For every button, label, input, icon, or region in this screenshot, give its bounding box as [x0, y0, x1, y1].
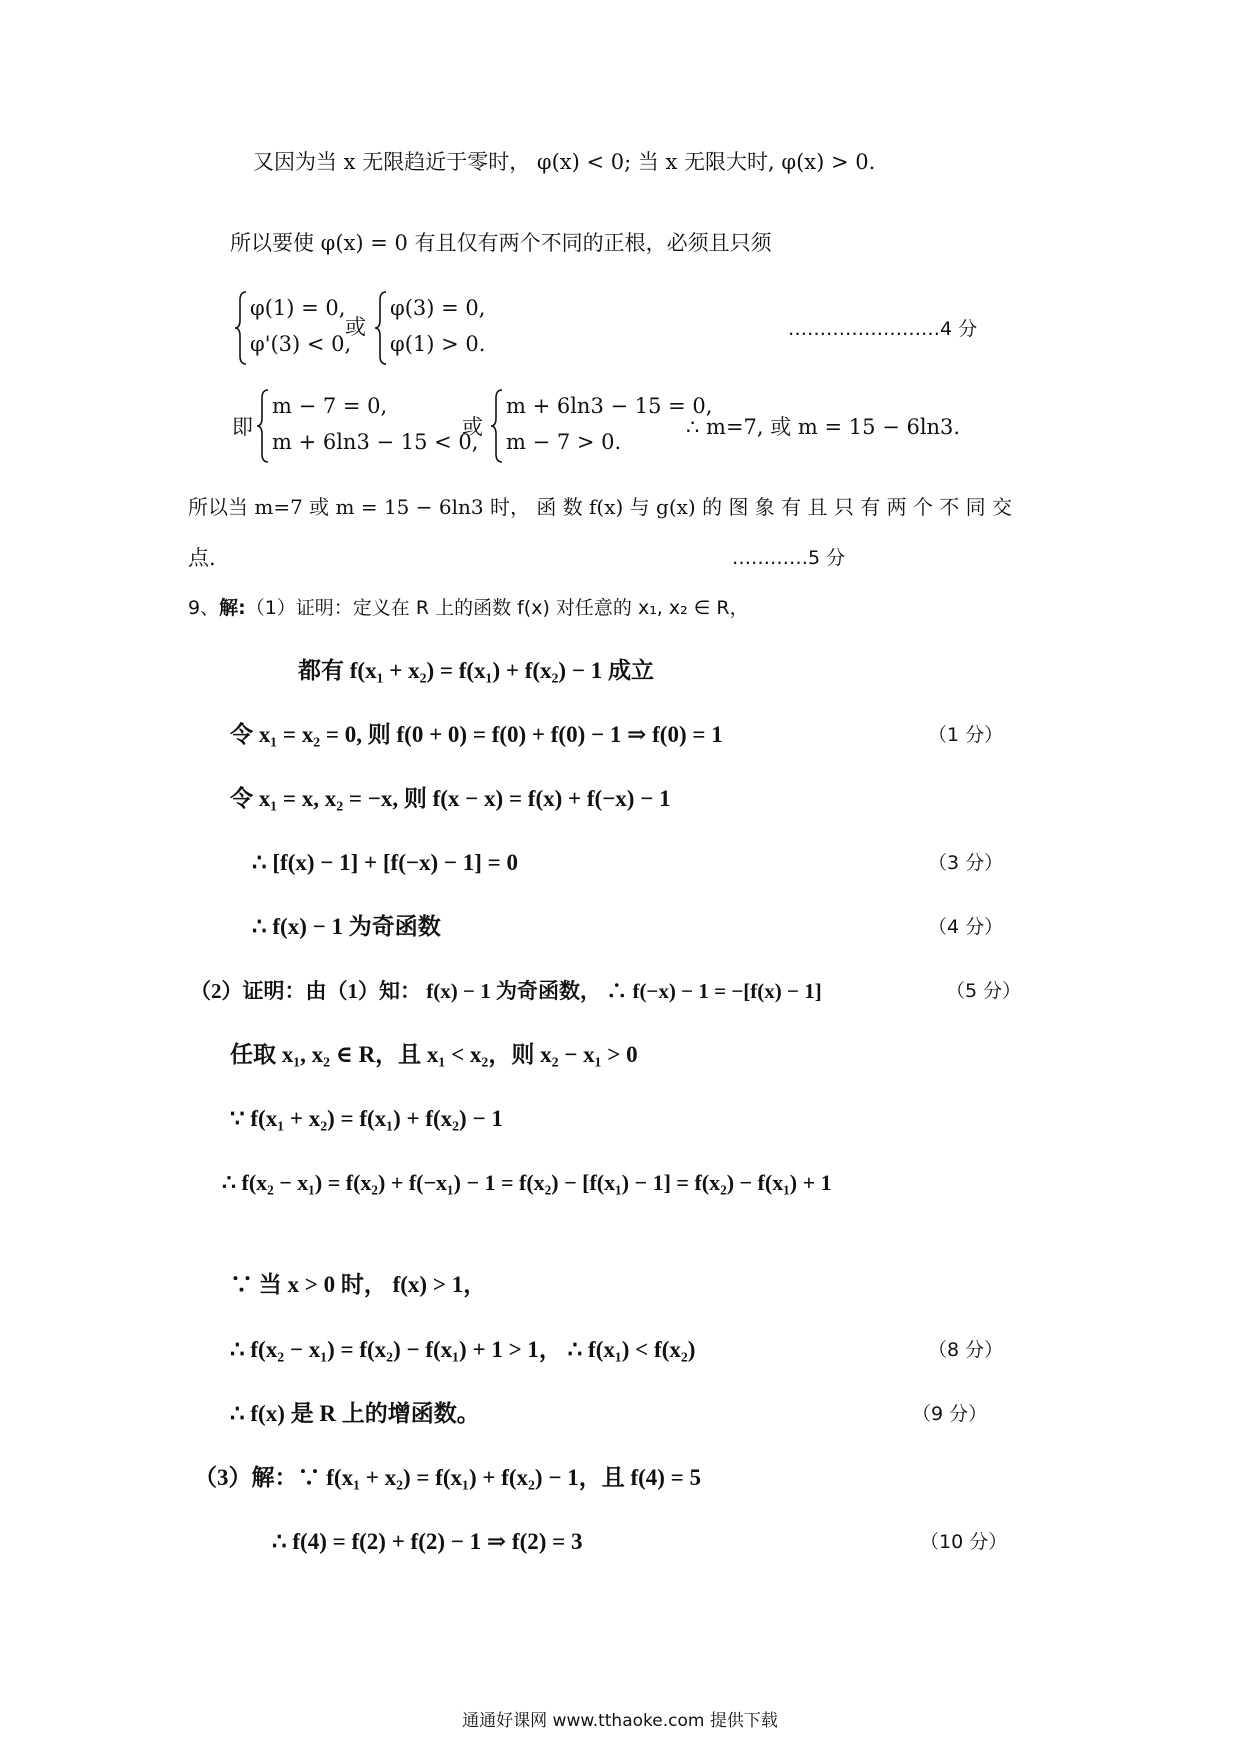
- score-9: （9 分）: [912, 1403, 988, 1425]
- text-line-21: ∴ f(4) = f(2) + f(2) − 1 ⇒ f(2) = 3: [272, 1529, 583, 1554]
- text-line-19: ∴ f(x) 是 R 上的增函数。: [230, 1401, 480, 1426]
- text-line-16: ∴ f(x₂ − x₁) = f(x₂) + f(−x₁) − 1 = f(x₂) − [f(x₁) − 1] = f(x₂) − f(x₁) + 1: [222, 1170, 832, 1195]
- score-1: （1 分）: [928, 724, 1004, 746]
- left-brace-icon: [374, 290, 388, 366]
- text-line-9: 令 x₁ = x₂ = 0, 则 f(0 + 0) = f(0) + f(0) − 1 ⇒ f(0) = 1: [230, 722, 723, 747]
- text-line-2: 所以要使 φ(x) = 0 有且仅有两个不同的正根，必须且只须: [230, 231, 772, 255]
- text-line-1: 又因为当 x 无限趋近于零时， φ(x) < 0; 当 x 无限大时, φ(x) > 0.: [253, 150, 876, 174]
- score-5b: （5 分）: [946, 980, 1022, 1002]
- text-line-15: ∵ f(x₁ + x₂) = f(x₁) + f(x₂) − 1: [230, 1106, 503, 1131]
- text-line-8: 都有 f(x₁ + x₂) = f(x₁) + f(x₂) − 1 成立: [298, 658, 654, 683]
- text-line-20: （3）解：∵ f(x₁ + x₂) = f(x₁) + f(x₂) − 1，且 f(4) = 5: [194, 1465, 702, 1490]
- equation-system-2b: [490, 386, 713, 466]
- score-10: （10 分）: [920, 1531, 1008, 1553]
- score-4: ……………………4 分: [788, 318, 978, 340]
- or-label-2: 或: [462, 415, 483, 439]
- text-line-11: ∴ [f(x) − 1] + [f(−x) − 1] = 0: [252, 850, 519, 875]
- system-2-row-2: m + 6ln3 − 15 < 0,: [272, 430, 479, 454]
- score-4b: （4 分）: [928, 916, 1004, 938]
- equation-system-1b: [374, 288, 554, 368]
- system-2-row-1: m − 7 = 0,: [272, 394, 388, 418]
- system-2-result: ∴ m=7, 或 m = 15 − 6ln3.: [686, 415, 961, 439]
- score-3: （3 分）: [928, 852, 1004, 874]
- text-line-18: ∴ f(x₂ − x₁) = f(x₂) − f(x₁) + 1 > 1， ∴ f(x₁) < f(x₂): [230, 1337, 696, 1362]
- score-5: …………5 分: [732, 547, 846, 569]
- answer-label: 解:: [219, 597, 246, 619]
- text-line-14: 任取 x₁, x₂ ∈ R，且 x₁ < x₂，则 x₂ − x₁ > 0: [230, 1042, 638, 1067]
- question-9-text: （1）证明：定义在 R 上的函数 f(x) 对任意的 x₁, x₂ ∈ R，: [245, 597, 749, 619]
- score-8: （8 分）: [928, 1339, 1004, 1361]
- ji-label: 即: [232, 415, 253, 439]
- left-brace-icon: [256, 388, 270, 464]
- text-line-13: （2）证明：由（1）知： f(x) − 1 为奇函数， ∴ f(−x) − 1 = −[f(x) − 1]: [190, 979, 822, 1003]
- system-1b-row-1: φ(3) = 0,: [390, 296, 486, 320]
- system-2b-row-1: m + 6ln3 − 15 = 0,: [506, 394, 713, 418]
- question-9-heading: [188, 593, 749, 623]
- text-line-12: ∴ f(x) − 1 为奇函数: [252, 914, 441, 939]
- question-number: 9、: [188, 597, 220, 619]
- footer-credit: 通通好课网 www.tthaoke.com 提供下载: [462, 1711, 778, 1731]
- or-label-1: 或: [345, 315, 366, 339]
- left-brace-icon: [490, 388, 504, 464]
- left-brace-icon: [234, 290, 248, 366]
- system-1-row-1: φ(1) = 0,: [250, 296, 346, 320]
- system-1b-row-2: φ(1) > 0.: [390, 332, 486, 356]
- text-line-10: 令 x₁ = x, x₂ = −x, 则 f(x − x) = f(x) + f(−x) − 1: [230, 786, 671, 811]
- conclusion-end: 点.: [188, 546, 216, 570]
- equation-system-2: [256, 386, 479, 466]
- text-line-17: ∵ 当 x > 0 时， f(x) > 1，: [230, 1272, 487, 1297]
- conclusion-line: 所以当 m=7 或 m = 15 − 6ln3 时， 函 数 f(x) 与 g(x) 的 图 象 有 且 只 有 两 个 不 同 交: [188, 495, 1013, 519]
- system-1-row-2: φ'(3) < 0,: [250, 332, 352, 356]
- system-2b-row-2: m − 7 > 0.: [506, 430, 622, 454]
